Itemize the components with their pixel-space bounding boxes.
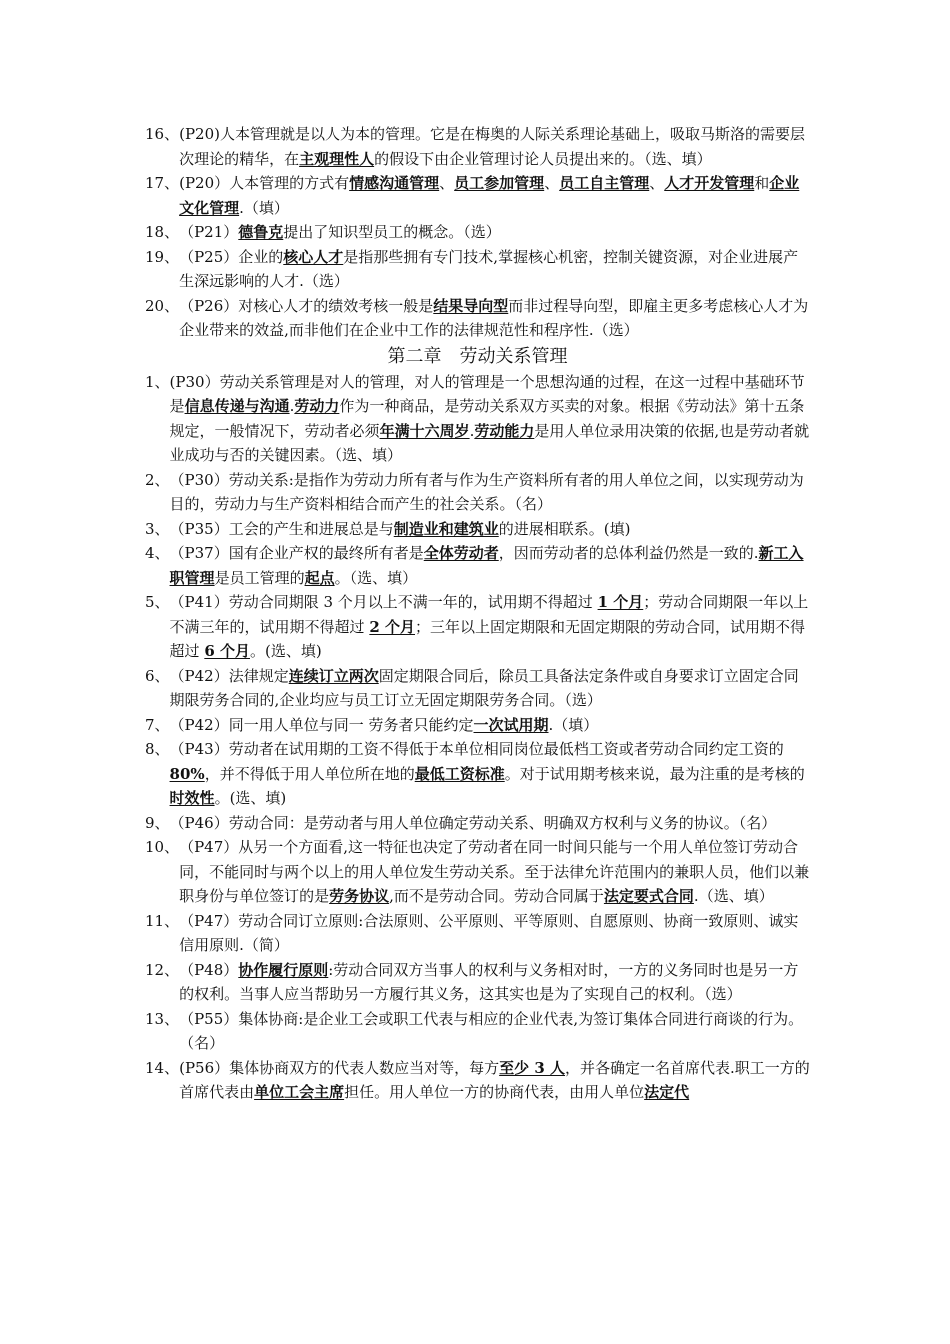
item-text: [179, 1007, 810, 1056]
list-item: [145, 958, 810, 1007]
text-run: (P20）人本管理的方式有: [179, 174, 350, 192]
text-run: :劳动合同双方当事人的权利与义务相对时，一方的义务同时也是另一方的权利。当事人应当帮助另一方履行其义务，这其实也是为了实现自己的权利。（选）: [179, 960, 799, 1003]
item-text: [170, 517, 810, 542]
key-term: 单位工会主席: [254, 1083, 345, 1101]
key-term: 年满十六周岁: [379, 421, 470, 440]
text-run: （P42）法律规定: [169, 666, 289, 685]
list-item: [145, 541, 810, 590]
item-text: [179, 122, 810, 171]
key-term: 核心人才: [283, 247, 344, 266]
text-run: （P21）: [179, 223, 239, 241]
key-term: 法定代: [644, 1083, 690, 1101]
list-item: [145, 811, 810, 836]
text-run: 提出了知识型员工的概念。（选）: [283, 223, 501, 241]
list-item: [145, 370, 810, 468]
text-run: （P43）劳动者在试用期的工资不得低于本单位相同岗位最低档工资或者劳动合同约定工资的: [169, 740, 784, 758]
item-text: [170, 370, 810, 468]
document-page: [145, 122, 810, 1105]
key-term: 1 个月: [597, 593, 644, 611]
item-text: [179, 294, 810, 343]
text-run: 、: [649, 174, 665, 192]
item-text: [179, 909, 810, 958]
item-text: [170, 737, 810, 811]
key-term: 一次试用期: [473, 715, 549, 734]
list-item: [145, 1056, 810, 1105]
list-item: [145, 220, 810, 245]
section-chapter-1-items: [145, 122, 810, 343]
list-item: [145, 590, 810, 664]
text-run: 。对于试用期考核来说，最为注重的是考核的: [504, 764, 805, 783]
text-run: （P37）国有企业产权的最终所有者是: [169, 544, 424, 562]
text-run: （P47）从另一个方面看,这一特征也决定了劳动者在同一时间只能与一个用人单位签订劳动合同，不能同时与两个以上的用人单位发生劳动关系。至于法律允许范围内的兼职人员，他们以兼职身份与单位签订的是: [179, 838, 810, 905]
key-term: 制造业和建筑业: [393, 519, 499, 538]
item-text: [179, 245, 810, 294]
text-run: 作为一种商品，是劳动关系双方买卖的对象。根据《劳动法》第十五条规定，一般情况下，劳动者必须: [169, 397, 805, 440]
text-run: .（填）: [239, 198, 289, 217]
key-term: 劳动能力: [474, 421, 535, 440]
item-number: 4、: [145, 544, 170, 562]
item-text: [179, 1056, 810, 1105]
key-term: 情感沟通管理: [349, 174, 440, 192]
section-chapter-2-items: [145, 370, 810, 1105]
text-run: （P30）劳动关系:是指作为劳动力所有者与作为生产资料所有者的用人单位之间，以实现劳动为目的，劳动力与生产资料相结合而产生的社会关系。（名）: [169, 470, 804, 513]
item-number: 14、: [145, 1058, 180, 1077]
text-run: （P48）: [179, 960, 239, 979]
item-number: 19、: [145, 247, 180, 266]
text-run: （P42）同一用人单位与同一 劳务者只能约定: [169, 715, 474, 734]
list-item: [145, 245, 810, 294]
text-run: .: [289, 397, 295, 415]
text-run: （P46）劳动合同：是劳动者与用人单位确定劳动关系、明确双方权利与义务的协议。（名）: [169, 813, 777, 832]
text-run: （P25）企业的: [179, 247, 284, 266]
text-run: （P35）工会的产生和进展总是与: [169, 519, 394, 538]
item-text: [170, 590, 810, 664]
item-number: 6、: [145, 666, 170, 685]
item-number: 2、: [145, 470, 170, 489]
text-run: 、: [544, 174, 560, 192]
key-term: 主观理性人: [299, 149, 375, 168]
text-run: 是用人单位录用决策的依据,也是劳动者就业成功与否的关键因素。（选、填）: [169, 421, 810, 464]
item-number: 20、: [145, 296, 180, 315]
key-term: 德鲁克: [238, 223, 284, 241]
text-run: 担任。用人单位一方的协商代表，由用人单位: [344, 1083, 645, 1101]
item-number: 11、: [145, 911, 180, 930]
item-number: 3、: [145, 519, 170, 538]
key-term: 人才开发管理: [664, 174, 755, 192]
text-run: （P41）劳动合同期限 3 个月以上不满一年的，试用期不得超过: [169, 593, 598, 611]
list-item: [145, 517, 810, 542]
item-number: 16、: [145, 125, 180, 143]
key-term: 最低工资标准: [414, 764, 505, 783]
list-item: [145, 664, 810, 713]
key-term: 起点: [304, 568, 335, 587]
text-run: 、: [439, 174, 455, 192]
chapter-title: 第二章 劳动关系管理: [387, 345, 568, 367]
key-term: 法定要式合同: [603, 887, 694, 905]
item-text: [179, 220, 810, 245]
text-run: (P30）劳动关系管理是对人的管理，对人的管理是一个思想沟通的过程，在这一过程中基础环节是: [169, 372, 805, 415]
item-text: [170, 468, 810, 517]
item-number: 5、: [145, 593, 170, 611]
key-term: 员工参加管理: [454, 174, 545, 192]
key-term: 2 个月: [369, 617, 415, 636]
item-number: 10、: [145, 838, 180, 856]
text-run: 是指那些拥有专门技术,掌握核心机密，控制关键资源，对企业进展产生深远影响的人才.（选）: [179, 247, 799, 290]
text-run: （P55）集体协商:是企业工会或职工代表与相应的企业代表,为签订集体合同进行商谈的行为。（名）: [179, 1009, 804, 1052]
key-term: 新工入职管理: [169, 544, 804, 587]
key-term: 全体劳动者: [423, 544, 499, 562]
key-term: 劳动力: [294, 397, 340, 415]
list-item: [145, 737, 810, 811]
item-text: [179, 835, 810, 909]
key-term: 企业文化管理: [179, 174, 800, 217]
text-run: 是员工管理的: [214, 568, 305, 587]
list-item: [145, 171, 810, 220]
text-run: ；三年以上固定期限和无固定期限的劳动合同，试用期不得超过: [169, 617, 806, 660]
text-run: .（选、填）: [693, 887, 774, 905]
item-number: 8、: [145, 740, 170, 758]
key-term: 80%: [169, 764, 205, 783]
list-item: [145, 122, 810, 171]
text-run: 的进展相联系。(填): [498, 519, 631, 538]
key-term: 劳务协议: [329, 887, 390, 905]
text-run: 。（选、填）: [334, 568, 418, 587]
text-run: （P47）劳动合同订立原则:合法原则、公平原则、平等原则、自愿原则、协商一致原则、诚实信用原则.（简）: [179, 911, 799, 954]
text-run: （P26）对核心人才的绩效考核一般是: [179, 296, 434, 315]
text-run: 。(选、填): [214, 789, 287, 807]
text-run: ，并不得低于用人单位所在地的: [204, 764, 415, 783]
text-run: ；劳动合同期限一年以上不满三年的，试用期不得超过: [169, 593, 809, 636]
item-number: 18、: [145, 223, 180, 241]
item-text: [179, 958, 810, 1007]
item-text: [170, 811, 810, 836]
text-run: (P20)人本管理就是以人为本的管理。它是在梅奥的人际关系理论基础上，吸取马斯洛的需要层次理论的精华，在: [179, 125, 805, 168]
item-number: 17、: [145, 174, 180, 192]
text-run: 。(选、填): [250, 642, 322, 660]
key-term: 员工自主管理: [559, 174, 650, 192]
key-term: 结果导向型: [433, 296, 509, 315]
item-text: [170, 541, 810, 590]
text-run: 和: [754, 174, 770, 192]
item-number: 13、: [145, 1009, 180, 1028]
list-item: [145, 294, 810, 343]
key-term: 连续订立两次: [288, 666, 379, 685]
list-item: [145, 909, 810, 958]
item-text: [170, 713, 810, 738]
key-term: 至少 3 人: [499, 1058, 566, 1077]
list-item: [145, 468, 810, 517]
text-run: ，因而劳动者的总体利益仍然是一致的.: [498, 544, 759, 562]
text-run: 固定期限合同后，除员工具备法定条件或自身要求订立固定合同期限劳务合同的,企业均应与员工订立无固定期限劳务合同。（选）: [169, 666, 799, 709]
list-item: [145, 835, 810, 909]
text-run: ,而不是劳动合同。劳动合同属于: [389, 887, 604, 905]
text-run: ，并各确定一名首席代表.职工一方的首席代表由: [179, 1058, 810, 1101]
key-term: 信息传递与沟通: [184, 397, 290, 415]
key-term: 协作履行原则: [238, 960, 329, 979]
list-item: [145, 1007, 810, 1056]
item-number: 9、: [145, 813, 170, 832]
item-text: [170, 664, 810, 713]
key-term: 6 个月: [204, 642, 250, 660]
text-run: 而非过程导向型，即雇主更多考虑核心人才为企业带来的效益,而非他们在企业中工作的法律规范性和程序性.（选）: [179, 296, 809, 339]
text-run: .（填）: [548, 715, 599, 734]
list-item: [145, 713, 810, 738]
item-text: [179, 171, 810, 220]
item-number: 12、: [145, 960, 180, 979]
key-term: 时效性: [169, 789, 215, 807]
text-run: .: [469, 421, 475, 440]
item-number: 1、: [145, 372, 170, 391]
text-run: 的假设下由企业管理讨论人员提出来的。（选、填）: [374, 149, 712, 168]
text-run: (P56）集体协商双方的代表人数应当对等，每方: [179, 1058, 500, 1077]
item-number: 7、: [145, 715, 170, 734]
